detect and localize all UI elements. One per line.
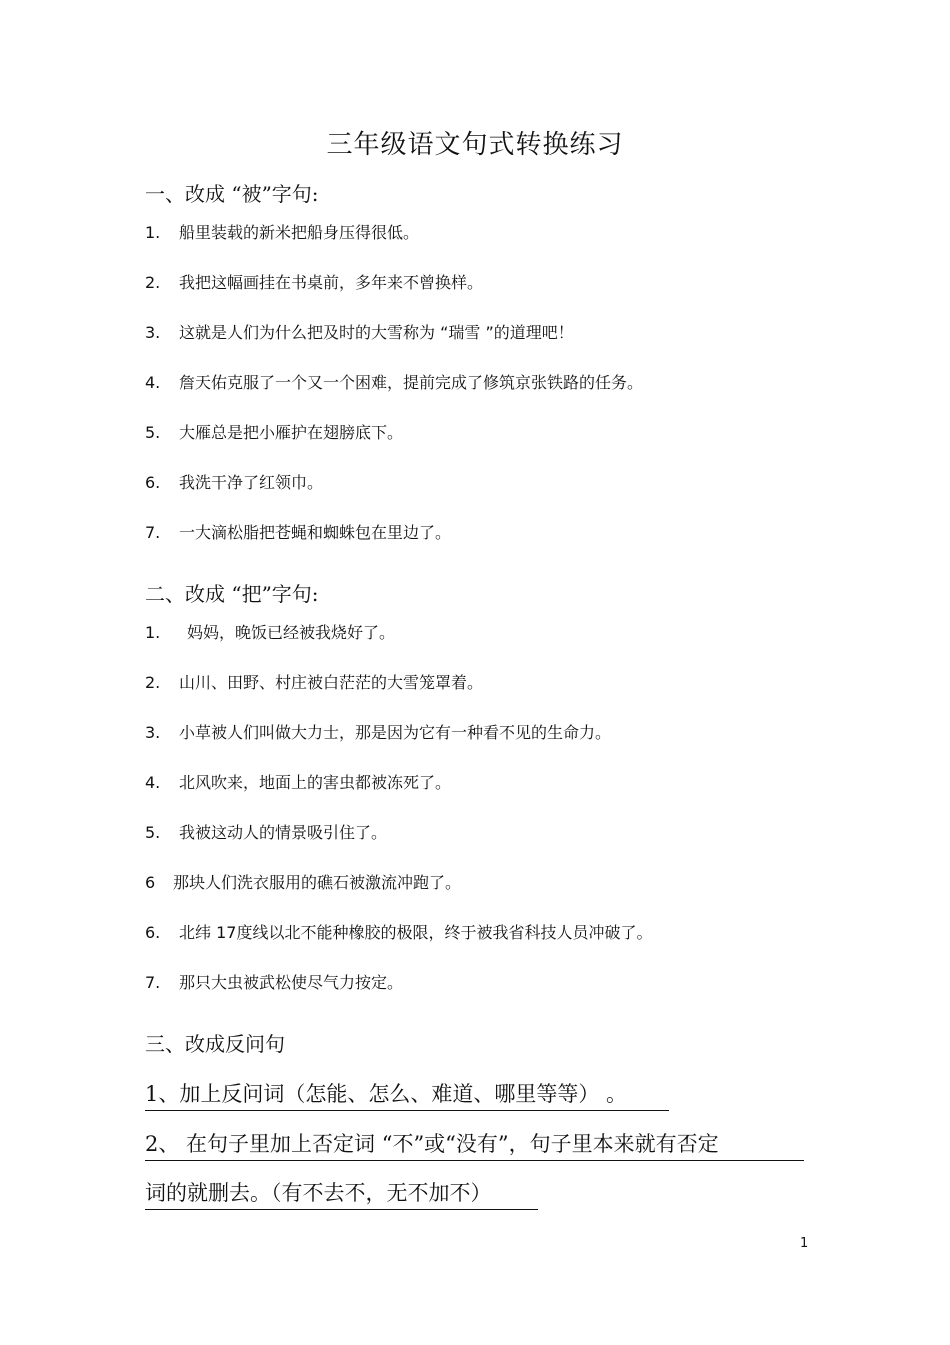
list-item — [145, 220, 419, 243]
page-title: 三年级语文句式转换练习 — [326, 130, 624, 160]
item-text: 我洗干净了红领巾。 — [179, 473, 324, 492]
list-item — [145, 620, 395, 643]
item-text: 船里装载的新米把船身压得很低。 — [179, 223, 420, 242]
list-item — [145, 920, 652, 943]
item-text: 小草被人们叫做大力士，那是因为它有一种看不见的生命力。 — [179, 723, 612, 742]
item-number: 3. — [145, 723, 161, 742]
rule-line-1: 1、加上反问词（怎能、怎么、难道、哪里等等） 。 — [145, 1078, 669, 1111]
item-number: 2. — [145, 673, 161, 692]
item-number: 2. — [145, 273, 161, 292]
list-item — [145, 770, 451, 793]
item-number: 4. — [145, 373, 161, 392]
list-item — [145, 370, 643, 393]
item-text: 这就是人们为什么把及时的大雪称为 “瑞雪 ”的道理吧！ — [179, 323, 574, 342]
list-item — [145, 720, 611, 743]
item-number: 3. — [145, 323, 161, 342]
section-heading-bei: 一、改成 “被”字句: — [145, 182, 319, 206]
item-number: 5. — [145, 423, 161, 442]
item-text: 一大滴松脂把苍蝇和蜘蛛包在里边了。 — [179, 523, 452, 542]
item-number: 6. — [145, 473, 161, 492]
section-heading-ba: 二、改成 “把”字句: — [145, 582, 319, 606]
list-item — [145, 520, 451, 543]
item-text: 北纬 17度线以北不能种橡胶的极限，终于被我省科技人员冲破了。 — [179, 923, 653, 942]
item-number: 7. — [145, 973, 161, 992]
item-text: 北风吹来，地面上的害虫都被冻死了。 — [179, 773, 452, 792]
item-number: 1. — [145, 223, 161, 242]
item-number: 6. — [145, 923, 161, 942]
item-number: 5. — [145, 823, 161, 842]
list-item — [145, 420, 403, 443]
list-item — [145, 470, 323, 493]
list-item — [145, 670, 483, 693]
item-text: 妈妈，晚饭已经被我烧好了。 — [187, 623, 396, 642]
rule-line-2b: 词的就删去。（有不去不，无不加不） — [145, 1177, 538, 1210]
list-item — [145, 270, 483, 293]
item-text: 大雁总是把小雁护在翅膀底下。 — [179, 423, 404, 442]
item-text: 詹天佑克服了一个又一个困难，提前完成了修筑京张铁路的任务。 — [179, 373, 644, 392]
item-text: 我把这幅画挂在书桌前，多年来不曾换样。 — [179, 273, 484, 292]
item-number: 4. — [145, 773, 161, 792]
item-text: 山川、田野、村庄被白茫茫的大雪笼罩着。 — [179, 673, 484, 692]
list-item — [145, 970, 403, 993]
list-item — [145, 320, 574, 343]
list-item — [145, 820, 387, 843]
item-text: 那块人们洗衣服用的礁石被激流冲跑了。 — [173, 873, 462, 892]
item-number: 1. — [145, 623, 161, 642]
section-heading-rhetorical: 三、改成反问句 — [145, 1032, 285, 1056]
page-number: 1 — [800, 1236, 809, 1251]
item-number: 6 — [145, 873, 156, 892]
list-item — [145, 870, 461, 893]
item-text: 那只大虫被武松使尽气力按定。 — [179, 973, 404, 992]
item-number: 7. — [145, 523, 161, 542]
item-text: 我被这动人的情景吸引住了。 — [179, 823, 388, 842]
rule-line-2a: 2、 在句子里加上否定词 “不”或“没有”，句子里本来就有否定 — [145, 1128, 804, 1161]
